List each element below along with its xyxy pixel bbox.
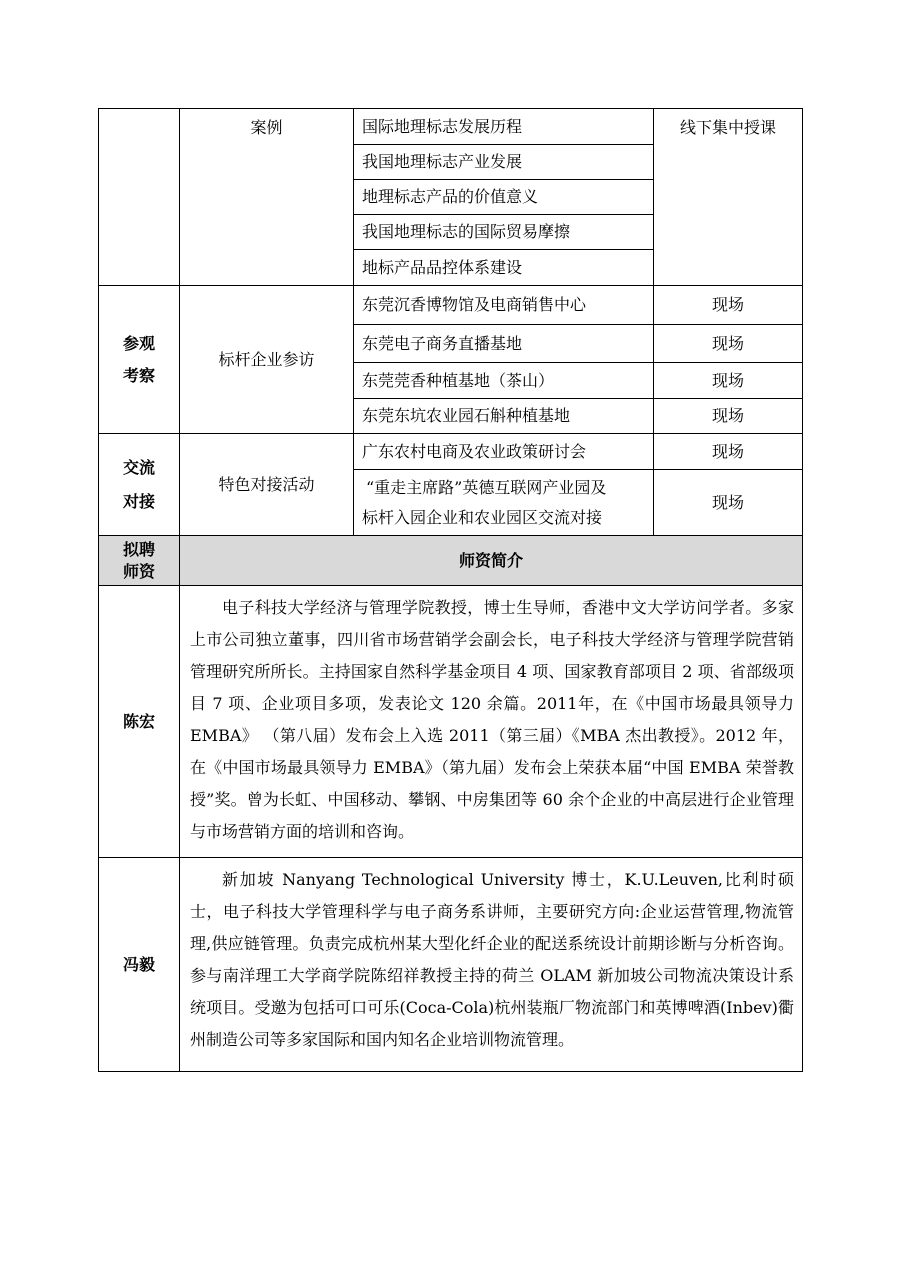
bio-line: 济与管理学院营销管理研究所所长。主持国家自然科学基金项目 4 项、国家: [190, 630, 794, 681]
exchange-item: [354, 470, 654, 536]
exchange-item-line: “重走主席路”英德互联网产业园及: [366, 477, 607, 497]
exchange-mode: 现场: [654, 434, 803, 470]
visit-item: 东莞电子商务直播基地: [354, 325, 654, 363]
faculty-header-right: 师资简介: [180, 536, 803, 586]
visit-mode: 现场: [654, 363, 803, 399]
bio-line: 理,物流管理,供应链管理。负责完成杭州某大型化纤企业的配送系统设计前: [190, 902, 794, 953]
category-line: 参观: [122, 333, 155, 353]
type-cell-exchange: 特色对接活动: [180, 434, 354, 536]
faculty-header-line: 拟聘: [122, 539, 155, 559]
case-item: 地理标志产品的价值意义: [354, 180, 654, 215]
category-line: 对接: [122, 491, 155, 511]
visit-item: 东莞莞香种植基地（茶山）: [354, 363, 654, 399]
case-item: 地标产品品控体系建设: [354, 250, 654, 286]
bio-line: 届）《MBA 杰出教授》。2012 年，在《中国市场最具领导力 EMBA》（第九届）: [190, 726, 794, 777]
visit-mode: 现场: [654, 399, 803, 434]
bio-line: 询。: [382, 822, 415, 841]
curriculum-table: [98, 108, 803, 1072]
faculty-header-left: [99, 536, 180, 586]
category-line: 交流: [122, 457, 155, 477]
visit-mode: 现场: [654, 325, 803, 363]
bio-line: 者。多家上市公司独立董事，四川省市场营销学会副会长，电子科技大学经: [190, 598, 794, 649]
category-cell-empty: [99, 109, 180, 286]
visit-mode: 现场: [654, 286, 803, 325]
category-line: 考察: [122, 365, 155, 385]
type-cell-case: 案例: [180, 109, 354, 286]
visit-item: 东莞沉香博物馆及电商销售中心: [354, 286, 654, 325]
bio-line: 硕士，电子科技大学管理科学与电子商务系讲师，主要研究方向:企业运营管: [190, 870, 794, 921]
bio-line: 厂物流部门和英博啤酒(Inbev)衢州制造公司等多家国际和国内知名企业培: [190, 998, 794, 1049]
bio-line: 新加坡 Nanyang Technological University 博士，K.U.Leuven,比利时: [222, 870, 778, 889]
category-cell-visit: [99, 286, 180, 434]
bio-line: 教育部项目 2 项、省部级项目 7 项、企业项目多项，发表论文 120 余篇。2011: [190, 662, 794, 713]
case-item: 我国地理标志的国际贸易摩擦: [354, 215, 654, 250]
bio-line: 年，在《中国市场最具领导力 EMBA》 （第八届）发布会上入选 2011（第三: [190, 694, 794, 745]
visit-item: 东莞东坑农业园石斛种植基地: [354, 399, 654, 434]
exchange-mode: 现场: [654, 470, 803, 536]
bio-line: 期诊断与分析咨询。参与南洋理工大学商学院陈绍祥教授主持的荷兰 OLAM 新: [190, 934, 794, 985]
category-cell-exchange: [99, 434, 180, 536]
exchange-item-line: 标杆入园企业和农业园区交流对接: [362, 507, 603, 527]
faculty-bio: [180, 858, 803, 1072]
bio-line: 电子科技大学经济与管理学院教授，博士生导师，香港中文大学访问学: [222, 598, 729, 617]
type-cell-visit: 标杆企业参访: [180, 286, 354, 434]
bio-line: 发布会上荣获本届“中国 EMBA 荣誉教授”奖。曾为长虹、中国移动、攀钢、: [190, 758, 794, 809]
faculty-header-line: 师资: [122, 561, 155, 581]
case-item: 国际地理标志发展历程: [354, 109, 654, 145]
faculty-name: 冯毅: [99, 858, 180, 1072]
exchange-item: 广东农村电商及农业政策研讨会: [354, 434, 654, 470]
bio-line: 中房集团等 60 余个企业的中高层进行企业管理与市场营销方面的培训和咨: [190, 790, 794, 841]
bio-line: 加坡公司物流决策设计系统项目。受邀为包括可口可乐(Coca-Cola)杭州装瓶: [190, 966, 794, 1017]
mode-cell-offline: 线下集中授课: [654, 109, 803, 286]
faculty-name: 陈宏: [99, 586, 180, 858]
faculty-bio: [180, 586, 803, 858]
case-item: 我国地理标志产业发展: [354, 145, 654, 180]
bio-line: 训物流管理。: [478, 1030, 575, 1049]
